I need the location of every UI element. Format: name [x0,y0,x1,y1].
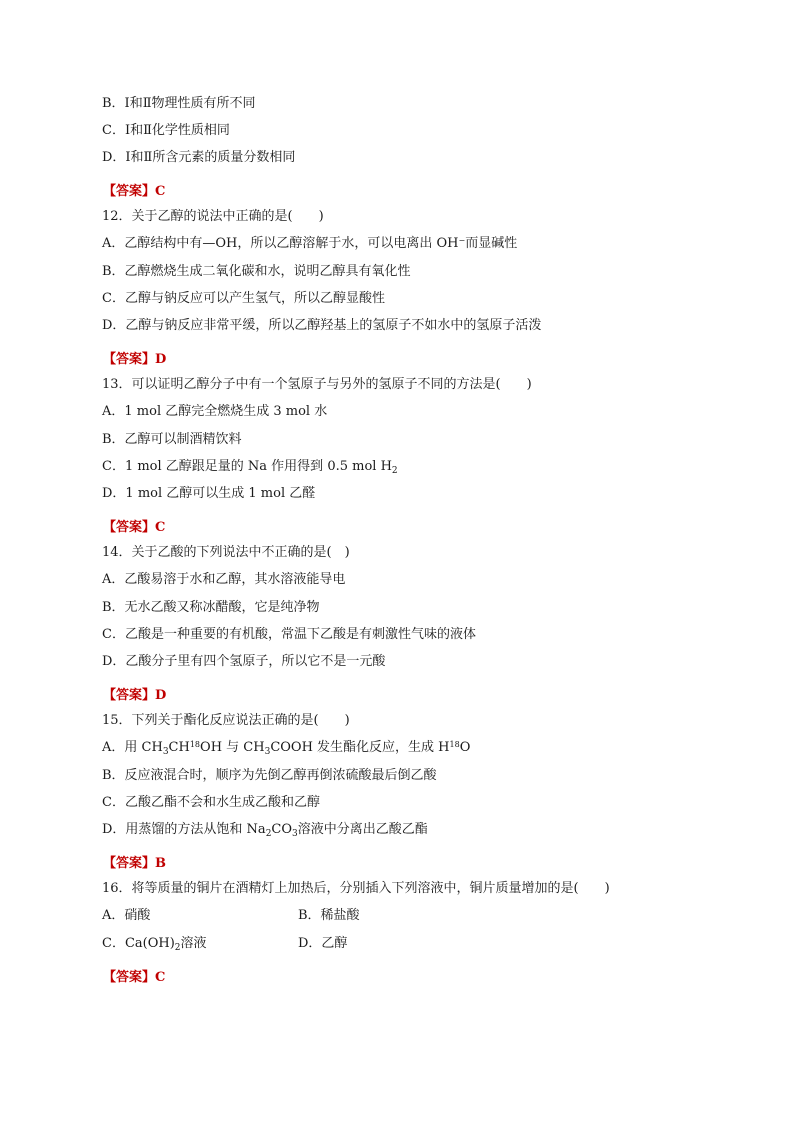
q15-option-d: D．用蒸馏的方法从饱和 $Na_2CO_3$溶液中分离出乙酸乙酯 [102,822,428,839]
q12-option-c: C．乙醇与钠反应可以产生氢气，所以乙醇显酸性 [102,291,385,306]
q16-option-b: B．稀盐酸 [298,908,360,923]
q16-option-a: A．硝酸 [102,908,151,923]
q13-option-c: C．1 mol 乙醇跟足量的 Na 作用得到 0.5 mol $H_2$ [102,459,398,476]
q12-answer: 【答案】D [103,352,167,367]
q16-stem: 16．将等质量的铜片在酒精灯上加热后，分别插入下列溶液中，铜片质量增加的是( ) [102,881,610,896]
q11-option-c: C．Ⅰ和Ⅱ化学性质相同 [102,123,230,138]
q13-answer: 【答案】C [103,520,166,535]
q13-option-d: D．1 mol 乙醇可以生成 1 mol 乙醛 [102,486,316,501]
q13-stem: 13．可以证明乙醇分子中有一个氢原子与另外的氢原子不同的方法是( ) [102,377,532,392]
q12-option-b: B．乙醇燃烧生成二氧化碳和水，说明乙醇具有氧化性 [102,264,411,279]
q13-option-b: B．乙醇可以制酒精饮料 [102,432,242,447]
q12-stem: 12．关于乙醇的说法中正确的是( ) [102,209,324,224]
q14-option-b: B．无水乙酸又称冰醋酸，它是纯净物 [102,600,320,615]
q16-answer: 【答案】C [103,970,166,985]
q16-option-d: D．乙醇 [298,936,348,951]
q14-stem: 14．关于乙酸的下列说法中不正确的是( ) [102,545,350,560]
q15-option-c: C．乙酸乙酯不会和水生成乙酸和乙醇 [102,795,320,810]
q15-option-b: B．反应液混合时，顺序为先倒乙醇再倒浓硫酸最后倒乙酸 [102,768,437,783]
q11-option-d: D．Ⅰ和Ⅱ所含元素的质量分数相同 [102,150,296,165]
q14-option-a: A．乙酸易溶于水和乙醇，其水溶液能导电 [102,572,346,587]
q12-option-d: D．乙醇与钠反应非常平缓，所以乙醇羟基上的氢原子不如水中的氢原子活泼 [102,318,542,333]
q15-option-a: A．用 $CH_3CH^{18}OH$ 与 $CH_3COOH$ 发生酯化反应，生成 $H^{18}O$ [102,740,471,757]
q15-answer: 【答案】B [103,856,166,871]
q11-option-b: B．Ⅰ和Ⅱ物理性质有所不同 [102,96,256,111]
q14-answer: 【答案】D [103,688,167,703]
q14-option-c: C．乙酸是一种重要的有机酸，常温下乙酸是有刺激性气味的液体 [102,627,476,642]
q15-stem: 15．下列关于酯化反应说法正确的是( ) [102,713,350,728]
q16-option-c: C．$Ca(OH)_2$溶液 [102,936,207,953]
q13-option-a: A．1 mol 乙醇完全燃烧生成 3 mol 水 [102,404,328,419]
q14-option-d: D．乙酸分子里有四个氢原子，所以它不是一元酸 [102,654,386,669]
q11-answer: 【答案】C [103,184,166,199]
q12-option-a: A．乙醇结构中有—OH，所以乙醇溶解于水，可以电离出 OH−而显碱性 [102,236,518,251]
